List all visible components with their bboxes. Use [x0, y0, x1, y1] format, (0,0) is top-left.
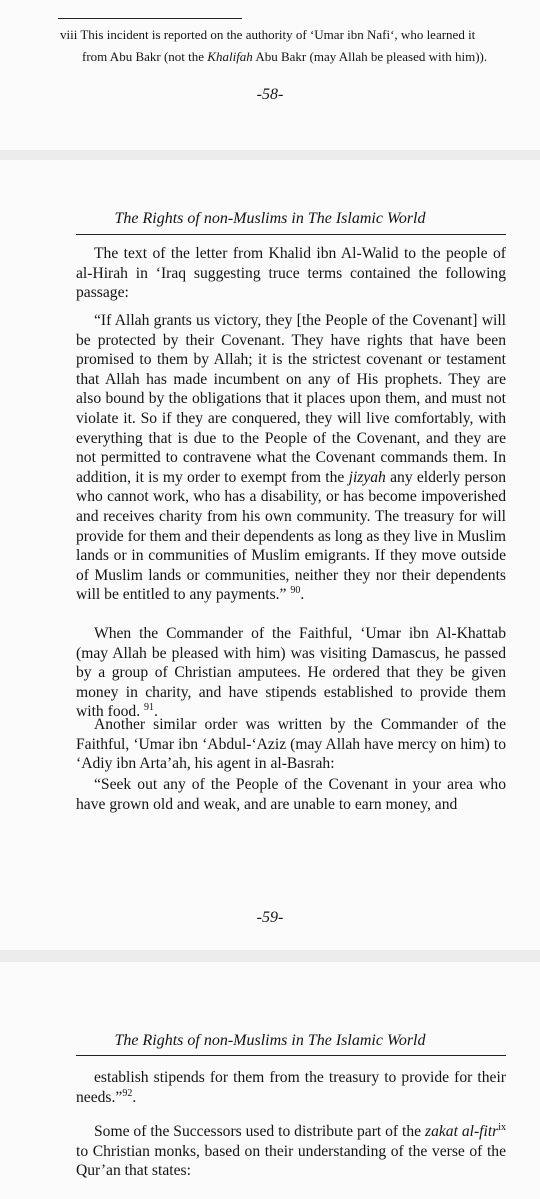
- para4-text: “Seek out any of the People of the Covenant in your area who have grown old and weak, and are unable to earn money, and: [76, 776, 506, 813]
- running-header: The Rights of non-Muslims in The Islamic World: [114, 210, 426, 227]
- running-header: The Rights of non-Muslims in The Islamic World: [114, 1032, 426, 1049]
- quote-b: any elderly person who cannot work, who has a disability, or has become impoverished and receives charity from his own community. The treasury for will provide for them and their dependents as long as they live in Muslim lands or in communities of Muslim emigrants. If they move outside of Muslim lands or communities, neither they nor their dependents will be entitled to any payments.”: [76, 468, 507, 604]
- page-gap: [0, 950, 540, 962]
- zakat-al-fitr: zakat al-fitr: [425, 1123, 499, 1140]
- footnote-ref-90: 90: [290, 585, 301, 597]
- footnote-line2-b: Abu Bakr (may Allah be pleased with him)).: [252, 49, 488, 64]
- footnote-ref-91: 91: [144, 702, 155, 714]
- header-rule: [76, 234, 506, 235]
- para2-text: When the Commander of the Faithful, ‘Umar ibn Al-Khattab (may Allah be pleased with him) was visiting Damascus, he passed by a group of Christian amputees. He ordered that they be given money in charity, and have stipends established to provide them with food.: [76, 625, 506, 721]
- paragraph-khalid-letter-quote: “If Allah grants us victory, they [the People of the Covenant] will be protected by their Covenant. They have rights that have been promised to them by Allah; it is the strictest covenant or testament that Allah has made incumbent on any of His prophets. They are also bound by the obligations that it places upon them, and must not violate it. So if they are conquered, they will live comfortably, with everything that is due to the People of the Covenant, and they are not permitted to contravene what the Covenant commands them. In addition, it is my order to exempt from the jizyah any elderly person who cannot work, who has a disability, or has become impoverished and receives charity from his own community. The treasury for will provide for them and their dependents as long as they live in Muslim lands or in communities of Muslim emigrants. If they move outside of Muslim lands or communities, neither they nor their dependents will be entitled to any payments.” $^{90}$.: [76, 312, 507, 604]
- page-59: [0, 160, 540, 950]
- header-rule: [76, 1055, 506, 1056]
- para1-text: establish stipends for them from the treasury to provide for their needs.”: [76, 1069, 506, 1106]
- footnote-ref-92: 92: [122, 1087, 133, 1099]
- footnote-line2-em: Khalifah: [207, 49, 253, 64]
- paragraph-successors-zakat: [76, 1122, 506, 1181]
- para3-text: Another similar order was written by the Commander of the Faithful, ‘Umar ibn ‘Abdul-‘Aziz (may Allah have mercy on him) to ‘Adiy ibn Arta’ah, his agent in al-Basrah:: [76, 716, 506, 773]
- footnote-line2-a: from Abu Bakr (not the: [82, 49, 208, 64]
- paragraph-abdul-aziz-quote: [76, 775, 506, 814]
- quote-a: “If Allah grants us victory, they [the People of the Covenant] will be protected by their Covenant. They have rights that have been promised to them by Allah; it is the strictest covenant or testament that Allah has made incumbent on any of His prophets. They are also bound by the obligations that it places upon them, and must not violate it. So if they are conquered, they will live comfortably, with everything that is due to the People of the Covenant, and they are not permitted to contravene what the Covenant commands them. In addition, it is my order to exempt from the: [76, 312, 506, 486]
- page-number-58: -58-: [256, 86, 284, 103]
- footnote-viii-line1: [60, 24, 510, 45]
- paragraph-stipends-continuation: establish stipends for them from the treasury to provide for their needs.”$^{92}$.: [76, 1069, 506, 1106]
- footnote-rule: [58, 18, 242, 19]
- para2-a: Some of the Successors used to distribute part of the: [94, 1123, 425, 1140]
- paragraph-umar-damascus: When the Commander of the Faithful, ‘Umar ibn Al-Khattab (may Allah be pleased with him) was visiting Damascus, he passed by a group of Christian amputees. He ordered that they be given money in charity, and have stipends established to provide them with food. $^{91}$.: [76, 625, 506, 721]
- footnote-ref-ix: ix: [498, 1121, 506, 1133]
- quote-em: jizyah: [348, 468, 386, 486]
- paragraph-abdul-aziz-order: [76, 715, 506, 774]
- page-58: [0, 0, 540, 150]
- page-60: [0, 962, 540, 1199]
- footnote-line1-text: viii This incident is reported on the authority of ‘Umar ibn Nafi‘, who learned it: [60, 27, 476, 42]
- paragraph-khalid-letter-intro: [76, 244, 506, 303]
- footnote-viii-line2: [82, 46, 522, 67]
- page-gap: [0, 150, 540, 160]
- page-number-59: -59-: [256, 909, 284, 926]
- para1-text: The text of the letter from Khalid ibn Al-Walid to the people of al-Hirah in ‘Iraq suggesting truce terms contained the following passage:: [76, 245, 506, 302]
- para2-b: to Christian monks, based on their understanding of the verse of the Qur’an that states:: [76, 1142, 506, 1180]
